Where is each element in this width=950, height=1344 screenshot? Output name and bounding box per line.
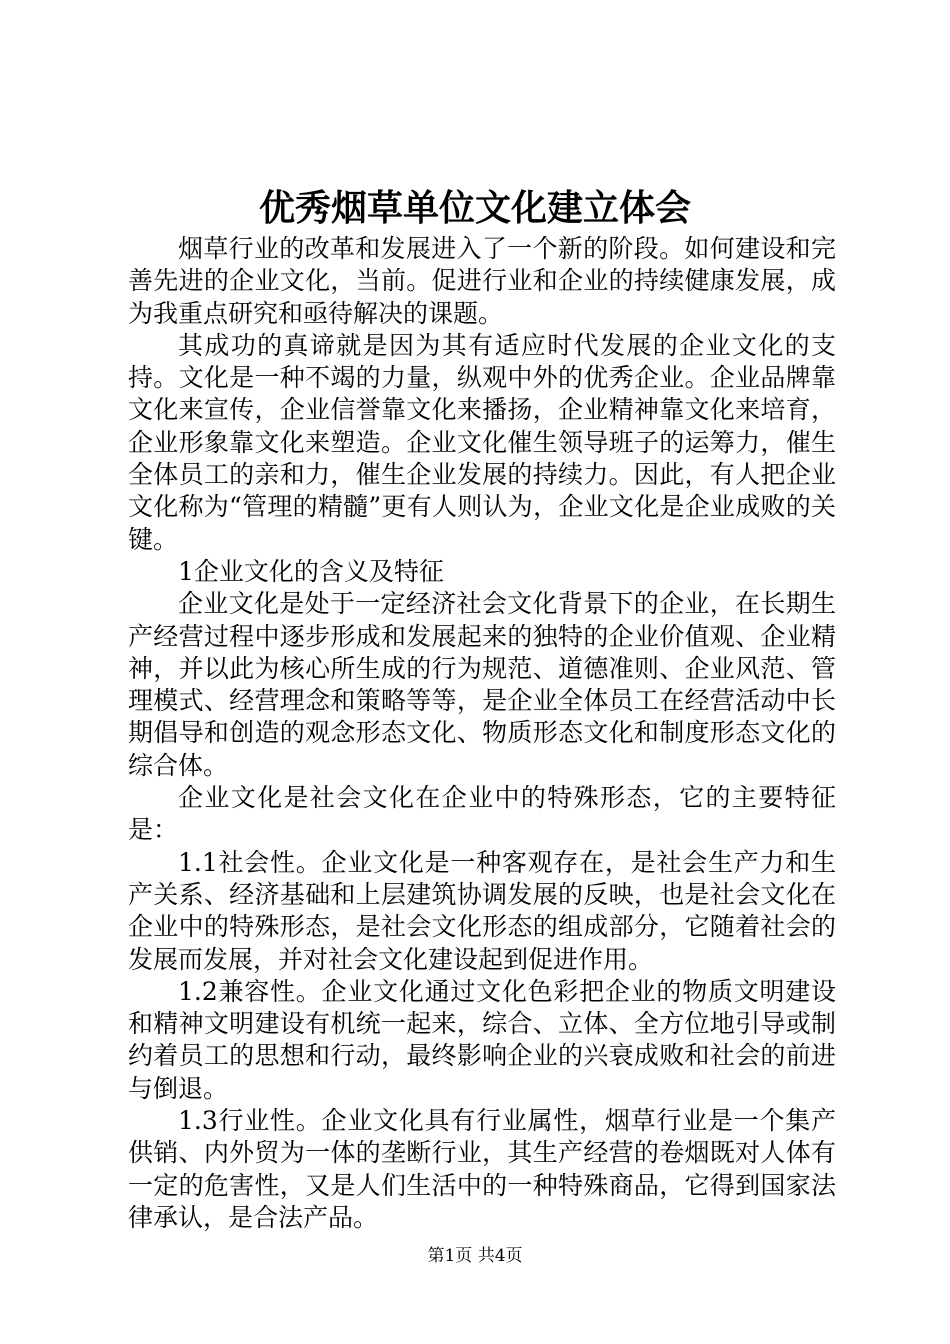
paragraph-features: 企业文化是社会文化在企业中的特殊形态，它的主要特征是： xyxy=(128,783,836,845)
document-title: 优秀烟草单位文化建立体会 xyxy=(258,187,691,229)
paragraph-1-2: 1.2兼容性。企业文化通过文化色彩把企业的物质文明建设和精神文明建设有机统一起来，综合、立体、全方位地引导或制约着员工的思想和行动，最终影响企业的兴衰成败和社会的前进与倒退。 xyxy=(128,976,836,1103)
paragraph-definition: 企业文化是处于一定经济社会文化背景下的企业，在长期生产经营过程中逐步形成和发展起来的独特的企业价值观、企业精神，并以此为核心所生成的行为规范、道德准则、企业风范、管理模式、经营理念和策略等等，是企业全体员工在经营活动中长期倡导和创造的观念形态文化、物质形态文化和制度形态文化的综合体。 xyxy=(128,589,836,780)
paragraph-success: 其成功的真谛就是因为其有适应时代发展的企业文化的支持。文化是一种不竭的力量，纵观中外的优秀企业。企业品牌靠文化来宣传，企业信誉靠文化来播扬，企业精神靠文化来培育，企业形象靠文化来塑造。企业文化催生领导班子的运筹力，催生全体员工的亲和力，催生企业发展的持续力。因此，有人把企业文化称为“管理的精髓”更有人则认为，企业文化是企业成败的关键。 xyxy=(128,330,836,554)
page-footer: 第1页 共4页 xyxy=(427,1246,523,1266)
paragraph-1-1: 1.1社会性。企业文化是一种客观存在，是社会生产力和生产关系、经济基础和上层建筑协调发展的反映，也是社会文化在企业中的特殊形态，是社会文化形态的组成部分，它随着社会的发展而发展，并对社会文化建设起到促进作用。 xyxy=(128,847,836,974)
document-body xyxy=(128,233,836,1234)
paragraph-intro: 烟草行业的改革和发展进入了一个新的阶段。如何建设和完善先进的企业文化，当前。促进行业和企业的持续健康发展，成为我重点研究和亟待解决的课题。 xyxy=(128,234,836,328)
paragraph-1-3: 1.3行业性。企业文化具有行业属性，烟草行业是一个集产供销、内外贸为一体的垄断行业，其生产经营的卷烟既对人体有一定的危害性，又是人们生活中的一种特殊商品，它得到国家法律承认，是合法产品。 xyxy=(128,1106,836,1232)
section-heading-1: 1企业文化的含义及特征 xyxy=(178,556,444,586)
